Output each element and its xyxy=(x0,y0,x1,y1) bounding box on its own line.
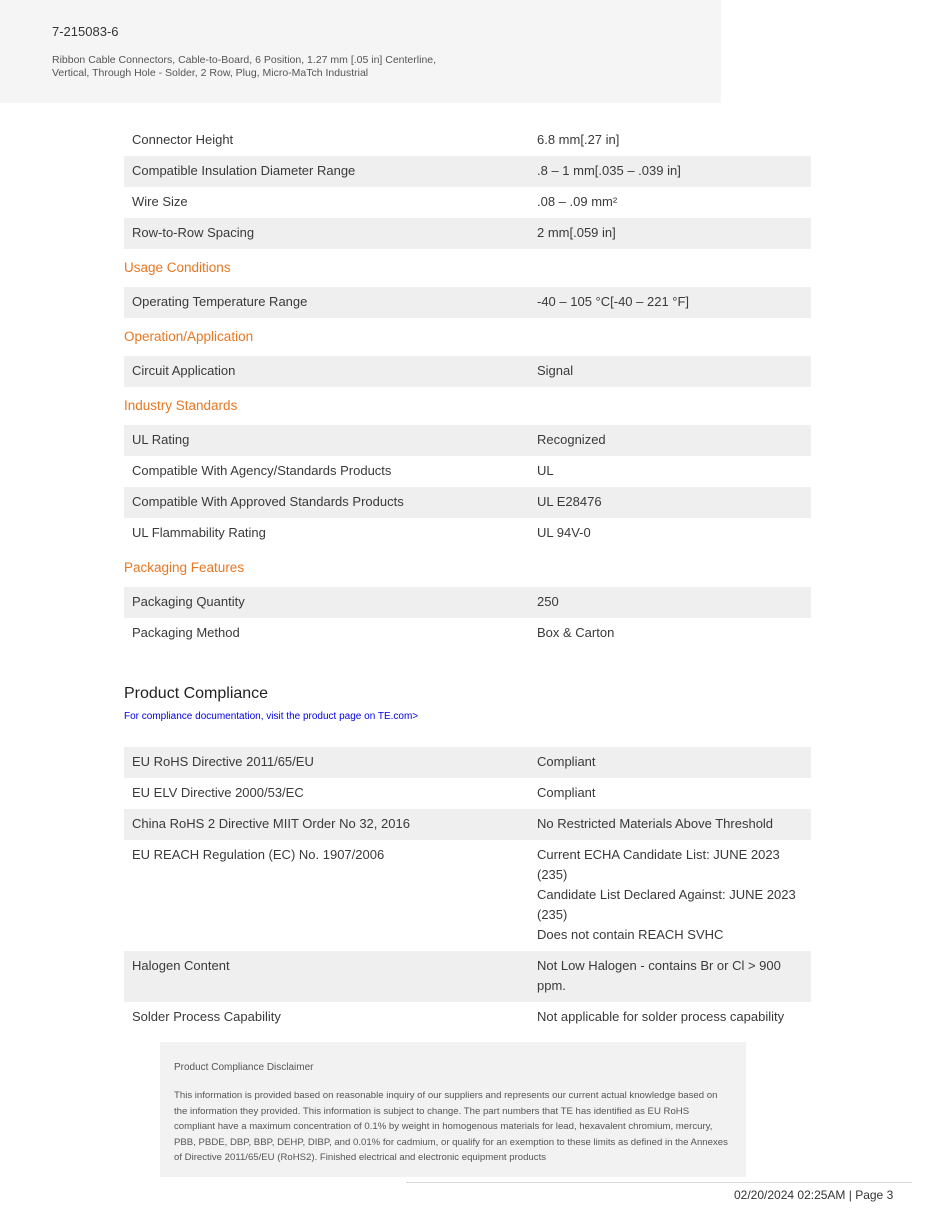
compliance-title: Product Compliance xyxy=(124,685,269,702)
compliance-value: Not applicable for solder process capability xyxy=(537,1009,785,1024)
dimensions-table xyxy=(124,125,811,249)
compliance-value: Not Low Halogen - contains Br or Cl > 900 ppm. xyxy=(537,958,781,993)
spec-row xyxy=(124,487,811,518)
part-description: Ribbon Cable Connectors, Cable-to-Board, 6 Position, 1.27 mm [.05 in] Centerline, Vertical, Through Hole - Solder, 2 Row, Plug, Micro-MaTch Industrial xyxy=(52,54,437,79)
part-number: 7-215083-6 xyxy=(52,24,119,39)
disclaimer-text: This information is provided based on reasonable inquiry of our suppliers and represents our current actual knowledge based on the information they provided. This information is subject to change. The part numbers that TE has identified as EU RoHS compliant have a maximum concentration of 0.1% by weight in homogenous materials for lead, hexavalent chromium, mercury, PBB, PBDE, DBP, BBP, DEHP, DIBP, and 0.01% for cadmium, or qualify for an exemption to these limits as defined in the Annexes of Directive 2011/65/EU (RoHS2). Finished electrical and electronic equipment products xyxy=(174,1090,728,1163)
spec-value: 250 xyxy=(537,594,559,609)
section-title-packaging-features: Packaging Features xyxy=(124,560,245,575)
spec-label: Packaging Method xyxy=(132,625,240,640)
compliance-row xyxy=(124,747,811,778)
operation-application-table xyxy=(124,356,811,387)
spec-label: Packaging Quantity xyxy=(132,594,245,609)
header-band xyxy=(0,0,721,103)
compliance-value: Compliant xyxy=(537,785,596,800)
compliance-disclaimer xyxy=(160,1042,746,1177)
section-title-operation-application: Operation/Application xyxy=(124,329,254,344)
specifications xyxy=(124,125,811,649)
compliance-row xyxy=(124,809,811,840)
compliance-value-line: Candidate List Declared Against: JUNE 2023 (235) xyxy=(537,887,796,922)
spec-row xyxy=(124,425,811,456)
disclaimer-title: Product Compliance Disclaimer xyxy=(174,1062,314,1073)
compliance-label: Solder Process Capability xyxy=(132,1009,281,1024)
compliance-table xyxy=(124,747,811,1033)
spec-value: UL xyxy=(537,463,554,478)
compliance-value: Compliant xyxy=(537,754,596,769)
compliance-row xyxy=(124,778,811,809)
compliance-value: No Restricted Materials Above Threshold xyxy=(537,816,774,831)
compliance-documentation-link[interactable]: For compliance documentation, visit the product page on TE.com> xyxy=(124,711,419,722)
spec-label: Row-to-Row Spacing xyxy=(132,225,255,240)
spec-value: 2 mm[.059 in] xyxy=(537,225,616,240)
spec-value: UL E28476 xyxy=(537,494,602,509)
section-title-industry-standards: Industry Standards xyxy=(124,398,238,413)
compliance-label: EU ELV Directive 2000/53/EC xyxy=(132,785,304,800)
compliance-row xyxy=(124,840,811,951)
spec-label: Operating Temperature Range xyxy=(132,294,308,309)
spec-value: Signal xyxy=(537,363,574,378)
spec-label: Compatible With Agency/Standards Products xyxy=(132,463,392,478)
spec-row xyxy=(124,218,811,249)
spec-value: .08 – .09 mm² xyxy=(537,194,618,209)
industry-standards-table xyxy=(124,425,811,549)
compliance-row xyxy=(124,1002,811,1033)
spec-row xyxy=(124,587,811,618)
compliance-label: China RoHS 2 Directive MIIT Order No 32, 2016 xyxy=(132,816,410,831)
spec-row xyxy=(124,156,811,187)
spec-label: Circuit Application xyxy=(132,363,236,378)
spec-value: UL 94V-0 xyxy=(537,525,591,540)
footer-page-info: 02/20/2024 02:25AM | Page 3 xyxy=(734,1188,894,1202)
compliance-value-reach xyxy=(537,840,811,951)
spec-row xyxy=(124,187,811,218)
spec-row xyxy=(124,287,811,318)
spec-value: Recognized xyxy=(537,432,606,447)
spec-row xyxy=(124,456,811,487)
footer-divider xyxy=(406,1182,912,1183)
compliance-value-line: Current ECHA Candidate List: JUNE 2023 (235) xyxy=(537,847,780,882)
compliance-label: EU REACH Regulation (EC) No. 1907/2006 xyxy=(132,847,385,862)
spec-row xyxy=(124,618,811,649)
spec-value: Box & Carton xyxy=(537,625,615,640)
compliance-row xyxy=(124,951,811,1002)
compliance-label: Halogen Content xyxy=(132,958,230,973)
compliance-value-line: Does not contain REACH SVHC xyxy=(537,927,724,942)
spec-value: 6.8 mm[.27 in] xyxy=(537,132,620,147)
spec-label: UL Flammability Rating xyxy=(132,525,266,540)
spec-row xyxy=(124,518,811,549)
spec-label: Compatible Insulation Diameter Range xyxy=(132,163,356,178)
spec-label: Connector Height xyxy=(132,132,234,147)
spec-row xyxy=(124,125,811,156)
spec-value: -40 – 105 °C[-40 – 221 °F] xyxy=(537,294,690,309)
compliance-label: EU RoHS Directive 2011/65/EU xyxy=(132,754,314,769)
spec-label: UL Rating xyxy=(132,432,190,447)
section-title-usage-conditions: Usage Conditions xyxy=(124,260,231,275)
packaging-features-table xyxy=(124,587,811,649)
spec-label: Compatible With Approved Standards Products xyxy=(132,494,404,509)
usage-conditions-table xyxy=(124,287,811,318)
spec-row xyxy=(124,356,811,387)
spec-value: .8 – 1 mm[.035 – .039 in] xyxy=(537,163,681,178)
spec-label: Wire Size xyxy=(132,194,188,209)
